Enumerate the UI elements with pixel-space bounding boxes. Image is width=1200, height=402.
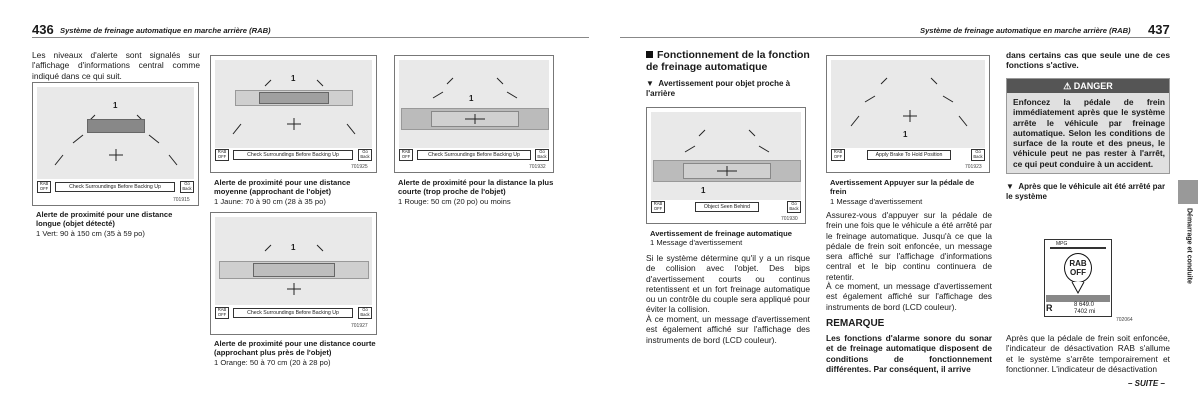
- caption-long-distance: [36, 210, 199, 238]
- rab-off-button[interactable]: RAB OFF: [215, 149, 229, 161]
- subheading-close-object: ▼ Avertissement pour objet proche à l'arrière: [646, 79, 791, 98]
- figure-long-distance: [32, 82, 199, 206]
- caption-title: Alerte de proximité pour une distance moyenne (approchant de l'objet): [214, 178, 351, 197]
- warning-message: Check Surroundings Before Backing Up: [233, 150, 353, 160]
- figure-code: 701930: [781, 216, 798, 222]
- caption-title: Avertissement de freinage automatique: [650, 229, 792, 238]
- warning-message: Object Seen Behind: [695, 202, 759, 212]
- go-back-button[interactable]: Go Back: [971, 149, 985, 161]
- caption-item: 1 Orange: 50 à 70 cm (20 à 28 po): [214, 357, 331, 367]
- paragraph-lcd-warning-2: À ce moment, un message d'avertissement est également affiché sur l'affichage des instruments de bord (LCD couleur).: [826, 281, 992, 312]
- page-number-left: 436: [32, 22, 54, 37]
- figure-short-distance: [210, 212, 377, 335]
- go-back-button[interactable]: Go Back: [358, 307, 372, 319]
- warning-message: Apply Brake To Hold Position: [867, 150, 951, 160]
- go-back-button[interactable]: Go Back: [535, 149, 549, 161]
- paragraph-press-brake: Assurez-vous d'appuyer sur la pédale de frein une fois que le véhicule a été arrêté par le freinage automatique. Jusqu'à ce que la pédale de frein soit enfoncée, un message sera affiché sur l'affichage d'informations central et le bip continu continuera de retentir.: [826, 210, 992, 282]
- figure-code: 701925: [351, 164, 368, 170]
- caption-title: Alerte de proximité pour une distance longue (objet détecté): [36, 210, 173, 229]
- column-continuation: dans certains cas que seule une de ces fonctions s'active.: [1006, 50, 1170, 71]
- status-bar: [1046, 295, 1110, 302]
- rab-off-indicator-icon: RAB OFF: [1064, 253, 1092, 283]
- figure-apply-brake: [826, 55, 990, 173]
- callout-1: 1: [903, 130, 908, 139]
- callout-1: 1: [701, 186, 706, 195]
- figure-auto-brake-warning: [646, 107, 806, 224]
- go-back-button[interactable]: Go Back: [180, 181, 194, 193]
- green-alert-bar: [87, 119, 145, 133]
- caption-item: 1 Vert: 90 à 150 cm (35 à 59 po): [36, 228, 145, 238]
- header-title-right: Système de freinage automatique en marche arrière (RAB): [920, 26, 1131, 35]
- page-number-right: 437: [1148, 22, 1170, 37]
- callout-1: 1: [291, 74, 296, 83]
- chapter-tab: [1178, 180, 1198, 204]
- caption-item: 1 Message d'avertissement: [830, 196, 923, 206]
- figure-code: 701915: [173, 197, 190, 203]
- rab-off-button[interactable]: RAB OFF: [215, 307, 229, 319]
- callout-1: 1: [469, 94, 474, 103]
- caption-item: 1 Rouge: 50 cm (20 po) ou moins: [398, 196, 511, 206]
- caption-apply-brake: [830, 178, 992, 206]
- figure-shortest-distance: [394, 55, 554, 173]
- rab-off-button[interactable]: RAB OFF: [651, 201, 665, 213]
- danger-box: [1006, 78, 1170, 174]
- header-rule-right: [620, 37, 1170, 38]
- figure-code: 702064: [1116, 317, 1133, 323]
- danger-header: ⚠ DANGER: [1007, 79, 1169, 93]
- remark-body: Les fonctions d'alarme sonore du sonar et de freinage automatique disposent de conditions de fonctionnement différentes. Par conséquent, il arrive: [826, 333, 992, 374]
- intro-paragraph: Les niveaux d'alerte sont signalés sur l'affichage d'informations central comme indiqué dans ce qui suit.: [32, 50, 200, 81]
- section-marker-icon: [646, 51, 653, 58]
- figure-rab-off-indicator: [1042, 235, 1133, 327]
- orange-alert-bar: [253, 263, 335, 277]
- warning-triangle-icon: ⚠: [1063, 81, 1072, 91]
- header-rule-left: [32, 37, 589, 38]
- figure-code: 701932: [529, 164, 546, 170]
- chapter-tab-label: Démarrage et conduite: [1185, 208, 1193, 284]
- paragraph-collision: Si le système détermine qu'il y a un risque de collision avec l'objet. Des bips d'avertissement courts ou continus retentissent et un fort freinage automatique ou un contrôle du couple sera appliqué pour éviter la collision.: [646, 253, 810, 315]
- callout-1: 1: [291, 243, 296, 252]
- yellow-alert-bar: [259, 92, 329, 104]
- rab-off-button[interactable]: RAB OFF: [37, 181, 51, 193]
- header-title-left: Système de freinage automatique en marche arrière (RAB): [60, 26, 271, 35]
- figure-code: 701927: [351, 323, 368, 329]
- warning-message: Check Surroundings Before Backing Up: [417, 150, 531, 160]
- paragraph-rab-off: Après que la pédale de frein soit enfoncée, l'indicateur de désactivation RAB s'allume et le système s'arrête temporairement et fonctionner. L'indicateur de désactivation: [1006, 333, 1170, 374]
- caption-auto-brake-warning: [650, 229, 810, 248]
- subheading-after-stop: ▼ Après que le véhicule ait été arrêté par le système: [1006, 182, 1166, 201]
- warning-message: Check Surroundings Before Backing Up: [55, 182, 175, 192]
- section-title: Fonctionnement de la fonction de freinage automatique: [646, 49, 810, 73]
- rab-off-button[interactable]: RAB OFF: [399, 149, 413, 161]
- gear-indicator: R: [1046, 303, 1053, 313]
- go-back-button[interactable]: Go Back: [787, 201, 801, 213]
- mpg-label: MPG: [1056, 241, 1068, 247]
- caption-shortest-distance: [398, 178, 558, 206]
- danger-body: Enfoncez la pédale de frein immédiatement après que le système arrête le véhicule par freinage automatique. Selon les conditions de surface de la route et des pneus, le véhicule peut ne pas rester à l'arrêt, ce qui peut conduire à un accident.: [1013, 97, 1165, 169]
- trip-meter: 7402 mi: [1074, 309, 1096, 315]
- go-back-button[interactable]: Go Back: [358, 149, 372, 161]
- caption-item: 1 Jaune: 70 à 90 cm (28 à 35 po): [214, 196, 326, 206]
- figure-code: 701923: [965, 164, 982, 170]
- caption-title: Alerte de proximité pour la distance la plus courte (trop proche de l'objet): [398, 178, 554, 197]
- caption-title: Alerte de proximité pour une distance courte (approchant plus près de l'objet): [214, 339, 376, 358]
- remark-title: REMARQUE: [826, 318, 885, 329]
- paragraph-lcd-warning: À ce moment, un message d'avertissement est également affiché sur l'affichage des instruments de bord (LCD couleur).: [646, 314, 810, 345]
- caption-title: Avertissement Appuyer sur la pédale de frein: [830, 178, 975, 197]
- callout-1: 1: [113, 101, 118, 110]
- warning-message: Check Surroundings Before Backing Up: [233, 308, 353, 318]
- figure-medium-distance: [210, 55, 377, 173]
- rab-off-button[interactable]: RAB OFF: [831, 149, 845, 161]
- caption-medium-distance: [214, 178, 377, 206]
- continued-label: – SUITE –: [1128, 379, 1165, 388]
- odometer: 8 649.0: [1074, 302, 1095, 308]
- caption-item: 1 Message d'avertissement: [650, 238, 743, 248]
- caption-short-distance: [214, 339, 377, 367]
